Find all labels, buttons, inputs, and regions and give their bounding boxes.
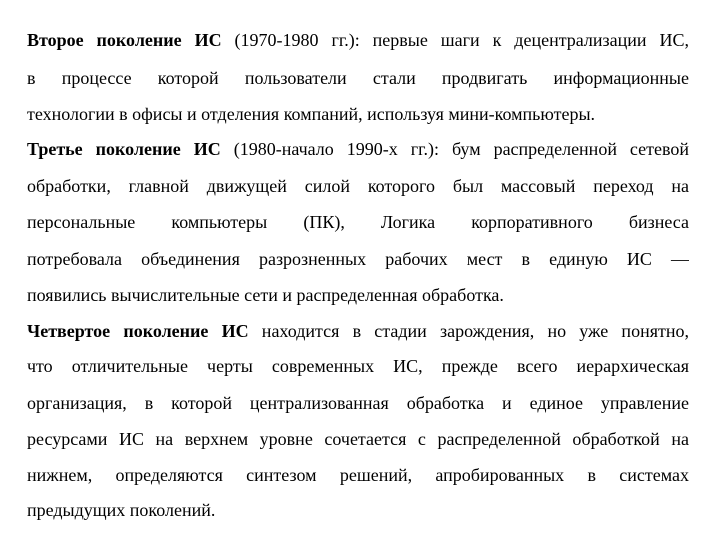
paragraph-3-line-1 [27, 318, 689, 344]
paragraph-2-heading: Третье поколение ИС [27, 139, 221, 159]
paragraph-2-line-1 [27, 136, 689, 162]
paragraph-3-line-4: ресурсами ИС на верхнем уровне сочетается с распределенной обработкой на [27, 429, 689, 449]
paragraph-3-text: находится в стадии зарождения, но уже понятно, [248, 321, 689, 341]
paragraph-1-line-2: в процессе которой пользователи стали продвигать информационные [27, 68, 689, 88]
paragraph-1-line-1 [27, 27, 689, 53]
paragraph-3-line-5: нижнем, определяются синтезом решений, апробированных в системах [27, 465, 689, 485]
paragraph-3-heading: Четвертое поколение ИС [27, 321, 249, 341]
paragraph-1-line-3: технологии в офисы и отделения компаний, используя мини-компьютеры. [27, 104, 596, 124]
paragraph-3-line-3: организация, в которой централизованная обработка и единое управление [27, 393, 689, 413]
paragraph-3-line-6: предыдущих поколений. [27, 500, 216, 520]
paragraph-3-line-2: что отличительные черты современных ИС, прежде всего иерархическая [27, 356, 689, 376]
paragraph-1-heading: Второе поколение ИС [27, 30, 222, 50]
paragraph-1-text: (1970-1980 гг.): первые шаги к децентрализации ИС, [221, 30, 689, 50]
paragraph-2-text: (1980-начало 1990-х гг.): бум распределенной сетевой [220, 139, 689, 159]
paragraph-2-line-3: персональные компьютеры (ПК), Логика корпоративного бизнеса [27, 212, 689, 232]
paragraph-2-line-4: потребовала объединения разрозненных рабочих мест в единую ИС — [27, 249, 689, 269]
paragraph-2-line-5: появились вычислительные сети и распределенная обработка. [27, 285, 504, 305]
paragraph-2-line-2: обработки, главной движущей силой которого был массовый переход на [27, 176, 689, 196]
